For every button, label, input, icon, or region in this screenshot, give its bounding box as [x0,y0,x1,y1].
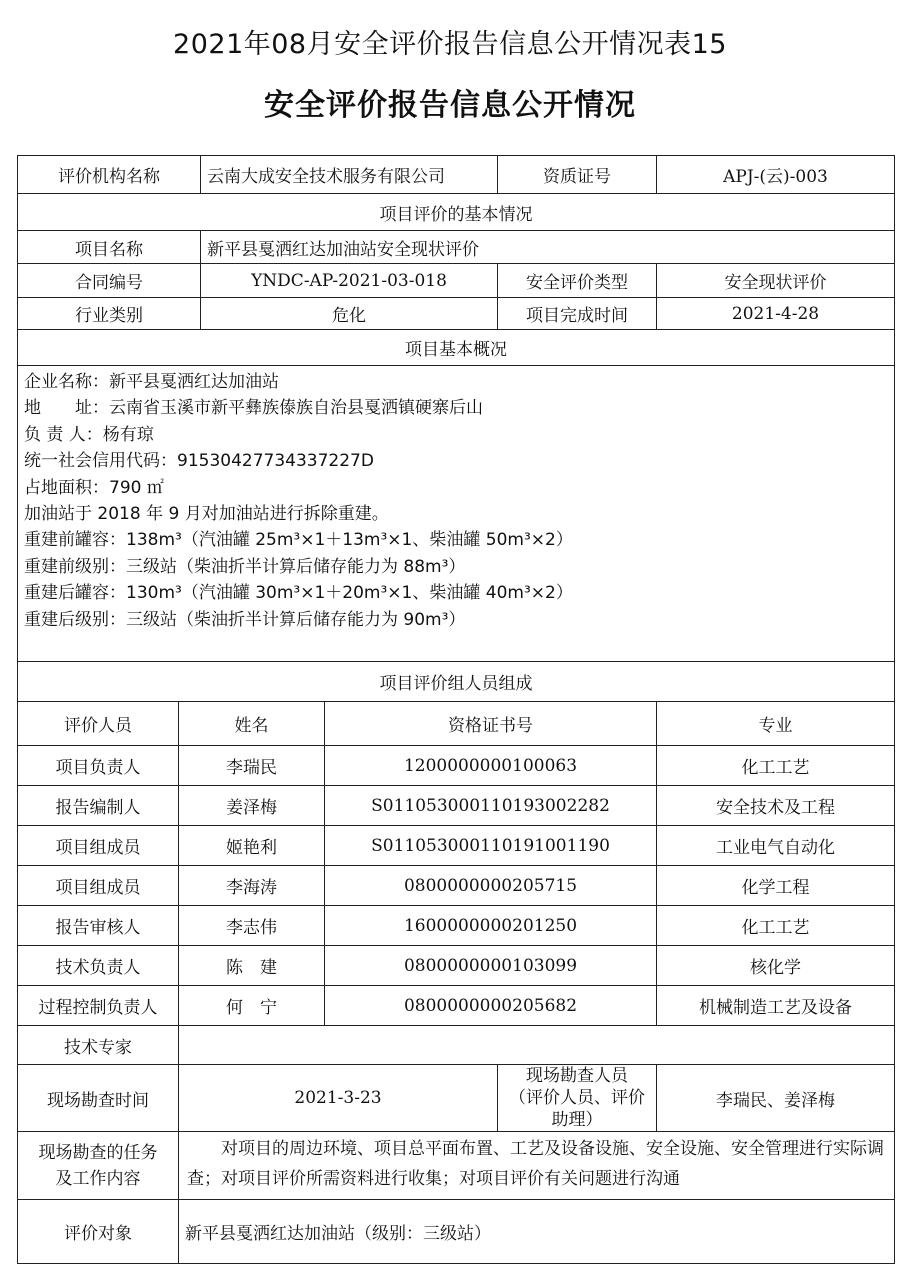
task-value-cell [179,1132,895,1200]
member-role: 项目负责人 [18,746,179,786]
overview-line: 重建后级别：三级站（柴油折半计算后储存能力为 90m³） [24,609,466,630]
industry-label: 行业类别 [18,298,201,330]
member-major: 核化学 [657,946,895,986]
basic-section-title: 项目评价的基本情况 [18,194,895,231]
table-row [18,906,895,946]
overview-line: 统一社会信用代码：91530427734337227D [24,451,374,472]
member-cert: 0800000000205682 [325,986,657,1026]
member-major: 化工工艺 [657,906,895,946]
member-name: 姜泽梅 [179,786,325,826]
industry-row [18,298,895,330]
overview-section-title: 项目基本概况 [18,330,895,366]
contract-row [18,264,895,298]
object-label: 评价对象 [18,1200,179,1264]
team-section-title: 项目评价组人员组成 [18,662,895,702]
member-major: 机械制造工艺及设备 [657,986,895,1026]
overview-line: 企业名称：新平县戛洒红达加油站 [24,372,279,392]
overview-line: 重建前级别：三级站（柴油折半计算后储存能力为 88m³） [24,556,466,577]
overview-line: 加油站于 2018 年 9 月对加油站进行拆除重建。 [24,503,389,524]
member-name: 陈 建 [179,946,325,986]
member-major: 化学工程 [657,866,895,906]
member-role: 报告编制人 [18,786,179,826]
member-major: 安全技术及工程 [657,786,895,826]
industry-value: 危化 [201,298,498,330]
cert-value: APJ-(云)-003 [657,156,895,194]
survey-staff-value: 李瑞民、姜泽梅 [657,1065,895,1132]
project-name-row [18,231,895,264]
team-header-role: 评价人员 [18,702,179,746]
project-name-label: 项目名称 [18,231,201,264]
object-row [18,1200,895,1264]
member-major: 工业电气自动化 [657,826,895,866]
overview-text [18,366,895,662]
member-cert: S011053000110191001190 [325,826,657,866]
document-title: 2021年08月安全评价报告信息公开情况表15 [173,29,727,60]
org-name-value: 云南大成安全技术服务有限公司 [201,156,498,194]
member-cert: S011053000110193002282 [325,786,657,826]
info-table [17,155,895,1264]
eval-type-value: 安全现状评价 [657,264,895,298]
survey-time-label: 现场勘查时间 [18,1065,179,1132]
survey-staff-label-line1: 现场勘查人员 [526,1066,628,1086]
table-row [18,746,895,786]
document-subtitle: 安全评价报告信息公开情况 [264,88,636,123]
member-role: 报告审核人 [18,906,179,946]
member-name: 何 宁 [179,986,325,1026]
member-name: 姬艳利 [179,826,325,866]
table-row [18,986,895,1026]
info-table-wrapper [17,155,894,1264]
member-cert: 0800000000103099 [325,946,657,986]
member-role: 项目组成员 [18,866,179,906]
member-role: 技术负责人 [18,946,179,986]
table-row [18,866,895,906]
overview-line: 重建前罐容：138m³（汽油罐 25m³×1＋13m³×1、柴油罐 50m³×2） [24,530,573,551]
project-name-value: 新平县戛洒红达加油站安全现状评价 [201,231,895,264]
member-cert: 1600000000201250 [325,906,657,946]
org-name-label: 评价机构名称 [18,156,201,194]
member-name: 李瑞民 [179,746,325,786]
survey-row [18,1065,895,1132]
expert-value [179,1026,895,1065]
eval-type-label: 安全评价类型 [498,264,657,298]
basic-section-row [18,194,895,231]
member-cert: 0800000000205715 [325,866,657,906]
task-value: 对项目的周边环境、项目总平面布置、工艺及设备设施、安全设施、安全管理进行实际调查；对项目评价所需资料进行收集；对项目评价有关问题进行沟通 [187,1139,884,1189]
expert-label: 技术专家 [18,1026,179,1065]
table-row [18,946,895,986]
member-role: 过程控制负责人 [18,986,179,1026]
member-cert: 1200000000100063 [325,746,657,786]
overview-line: 重建后罐容：130m³（汽油罐 30m³×1＋20m³×1、柴油罐 40m³×2） [24,583,573,604]
table-row [18,786,895,826]
member-role: 项目组成员 [18,826,179,866]
task-label-line1: 现场勘查的任务 [38,1142,158,1163]
survey-time-value: 2021-3-23 [179,1065,498,1132]
team-header-cert: 资格证书号 [325,702,657,746]
object-value: 新平县戛洒红达加油站（级别：三级站） [179,1200,895,1264]
team-header-major: 专业 [657,702,895,746]
overview-row [18,366,895,662]
contract-value: YNDC-AP-2021-03-018 [201,264,498,298]
member-major: 化工工艺 [657,746,895,786]
task-row [18,1132,895,1200]
table-row [18,826,895,866]
member-name: 李海涛 [179,866,325,906]
org-row [18,156,895,194]
overview-line: 地 址：云南省玉溪市新平彝族傣族自治县戛洒镇硬寨后山 [24,398,483,419]
cert-label: 资质证号 [498,156,657,194]
expert-row [18,1026,895,1065]
task-label-line2: 及工作内容 [55,1168,141,1189]
team-header-name: 姓名 [179,702,325,746]
complete-label: 项目完成时间 [498,298,657,330]
overview-section-row [18,330,895,366]
survey-staff-label-line2: （评价人员、评价助理） [509,1088,645,1130]
complete-value: 2021-4-28 [657,298,895,330]
team-section-row [18,662,895,702]
survey-staff-label [498,1065,657,1132]
team-header-row [18,702,895,746]
contract-label: 合同编号 [18,264,201,298]
overview-line: 占地面积：790 ㎡ [24,477,164,498]
task-label [18,1132,179,1200]
overview-line: 负 责 人：杨有琼 [24,424,154,445]
member-name: 李志伟 [179,906,325,946]
